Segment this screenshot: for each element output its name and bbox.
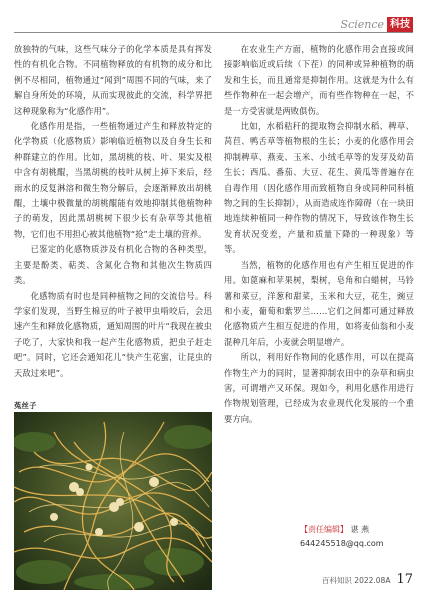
section-title-cn: 科技 [387, 17, 413, 32]
editor-name: 谌 燕 [350, 525, 370, 534]
right-column [224, 42, 414, 427]
paragraph: 所以，利用好作物间的化感作用，可以在提高作物生产力的同时，显著抑制农田中的杂草和病虫害，可谓增产又环保。现如今，利用化感作用进行作物规划管理，已经成为农业现代化发展的一个重要方向。 [224, 352, 414, 424]
editor-email: 644245518@qq.com [300, 539, 384, 548]
paragraph: 化感物质有时也是同种植物之间的交流信号。科学家们发现，当野生棉豆的叶子被甲虫啃咬后，会迅速产生和释放化感物质，通知周围的叶片“我现在被虫子吃了，大家快和我一起产生化感物质，把虫子赶走吧”。同时，它还会通知花儿“快产生花蜜，让昆虫的天敌过来吧”。 [14, 290, 212, 378]
editor-credit [300, 523, 384, 551]
paragraph: 比如，水稻秸秆的提取物会抑制水稻、稗草、莴苣、鸭舌草等植物根的生长；小麦的化感作用会抑制稗草、燕麦、玉米、小绒毛草等的发芽及幼苗生长；西瓜、番茄、大豆、花生、黄瓜等普遍存在自毒作用（因化感作用而致植物自身或同种同科植物之间的生长抑制），从而造成连作障碍（在一块田地连续种植同一种作物的情况下，导致该作物生长发育状况变差，产量和质量下降的一种现象）等等。 [224, 121, 414, 255]
dodder-image [14, 412, 212, 590]
page-number: 17 [396, 572, 413, 587]
magazine-issue: 百科知识 2022.08A [321, 576, 391, 585]
left-column [14, 42, 212, 381]
paragraph: 化感作用是指，一些植物通过产生和释放特定的化学物质（化感物质）影响临近植物以及自身生长和种群建立的作用。比如，黑胡桃的枝、叶、果实及根中含有胡桃醌，当黑胡桃的枝叶从树上掉下来后，经雨水的反复淋溶和微生物分解后，会逐渐释放出胡桃醌，土壤中极微量的胡桃醌能有效地抑制其他植物种子的萌发，因此黑胡桃树下很少长有杂草等其他植物，它们也不用担心被其他植物“抢”走土壤的营养。 [14, 121, 212, 239]
editor-label: 【责任编辑】 [300, 525, 348, 534]
section-header [341, 16, 413, 32]
header-divider [14, 32, 413, 33]
dodder-photo [14, 412, 212, 590]
paragraph: 已鉴定的化感物质涉及有机化合物的各种类型，主要是酚类、萜类、含氮化合物和其他次生物质四类。 [14, 244, 212, 286]
page-footer [322, 572, 413, 587]
paragraph: 当然，植物的化感作用也有产生相互促进的作用。如蓖麻和苹果树，梨树，皂角和白蜡树，马铃薯和菜豆，洋葱和甜菜，玉米和大豆，花生，豌豆和小麦，葡萄和紫罗兰……它们之间都可通过释放化感物质产生相互促进的作用，如将麦仙翁和小麦混种几年后，小麦就会明显增产。 [224, 259, 414, 347]
photo-caption: 菟丝子 [14, 401, 37, 410]
paragraph: 放独特的气味，这些气味分子的化学本质是具有挥发性的有机化合物。不同植物释放的有机物的成分和比例不尽相同，植物通过“闻到”周围不同的气味，来了解自身所处的环境，从而实现彼此的交流，科学界把这种现象称为“化感作用”。 [14, 44, 212, 116]
section-title-en: Science [340, 17, 384, 31]
paragraph: 在农业生产方面，植物的化感作用会直接或间接影响临近或后续（下茬）的同种或异种植物的萌发和生长，而且通常是抑制作用。这就是为什么有些作物种在一起会增产，而有些作物种在一起，不是一方受害就是两败俱伤。 [224, 44, 414, 116]
